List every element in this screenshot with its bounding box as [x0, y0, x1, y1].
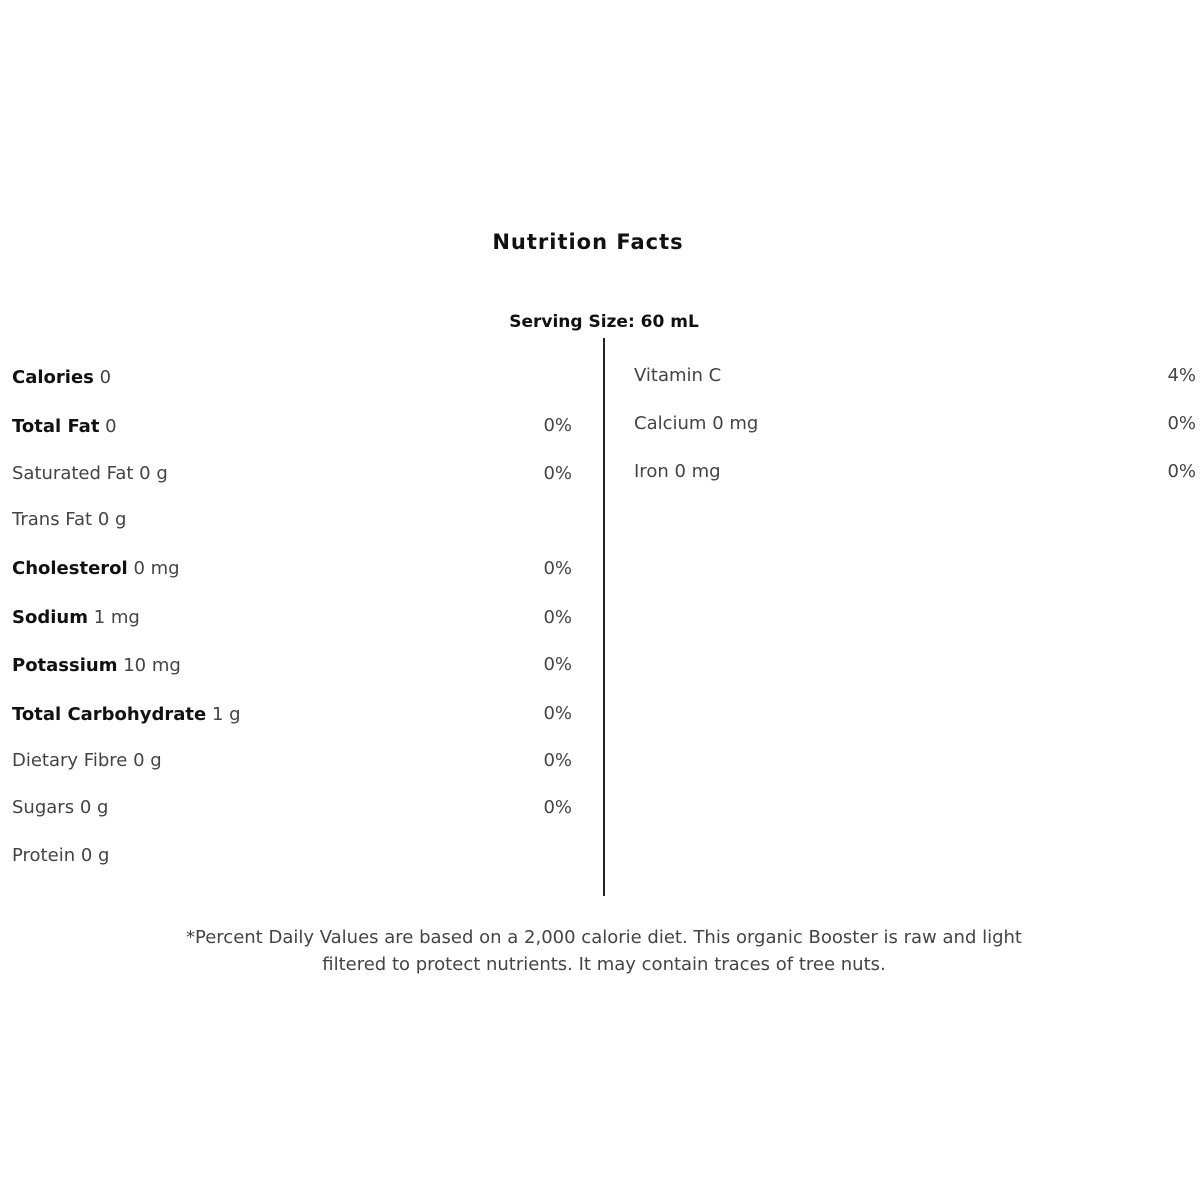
nutrient-amount: 0 — [105, 416, 117, 437]
nutrient-percent: 0% — [543, 797, 572, 818]
nutrient-row-protein — [12, 845, 109, 867]
nutrient-percent: 0% — [1167, 413, 1196, 434]
nutrient-name: Trans Fat — [12, 509, 93, 530]
nutrient-percent: 4% — [1167, 365, 1196, 386]
nutrient-row-total-fat — [12, 416, 117, 438]
nutrient-percent: 0% — [543, 463, 572, 484]
footnote — [100, 924, 1108, 978]
nutrient-row-total-carbohydrate — [12, 704, 241, 726]
nutrient-name: Sugars — [12, 797, 75, 818]
nutrient-name: Total Fat — [12, 416, 100, 437]
nutrient-row-trans-fat — [12, 509, 126, 531]
nutrient-percent: 0% — [1167, 461, 1196, 482]
nutrient-amount: 0 g — [79, 797, 109, 818]
nutrient-row-cholesterol — [12, 558, 180, 580]
nutrient-amount: 0 mg — [133, 558, 180, 579]
nutrient-row-sodium — [12, 607, 140, 629]
nutrient-row-calcium — [634, 413, 758, 435]
serving-size: Serving Size: 60 mL — [509, 312, 699, 332]
nutrient-row-potassium — [12, 655, 181, 677]
nutrient-name: Protein — [12, 845, 76, 866]
nutrient-name: Sodium — [12, 607, 88, 628]
nutrient-row-vitamin-c — [634, 365, 721, 387]
nutrient-amount: 0 — [99, 367, 112, 388]
nutrition-facts-title: Nutrition Facts — [492, 230, 684, 254]
footnote-line-1: *Percent Daily Values are based on a 2,000 calorie diet. This organic Booster is raw and light — [186, 927, 1022, 948]
nutrient-amount: 0 g — [80, 845, 110, 866]
nutrient-name: Iron — [634, 461, 669, 482]
nutrient-percent: 0% — [543, 654, 572, 675]
nutrient-name: Calories — [12, 367, 94, 388]
nutrient-name: Potassium — [12, 655, 118, 676]
nutrient-name: Calcium — [634, 413, 707, 434]
nutrient-row-dietary-fibre — [12, 750, 162, 772]
column-divider — [603, 338, 605, 896]
nutrient-name: Saturated Fat — [12, 463, 134, 484]
nutrient-amount: 0 g — [133, 750, 162, 771]
nutrient-percent: 0% — [543, 703, 572, 724]
nutrient-amount: 1 mg — [93, 607, 140, 628]
nutrient-amount: 0 mg — [674, 461, 721, 482]
nutrient-amount: 0 g — [139, 463, 168, 484]
nutrient-name: Cholesterol — [12, 558, 128, 579]
nutrient-name: Vitamin C — [634, 365, 722, 386]
footnote-line-2: filtered to protect nutrients. It may contain traces of tree nuts. — [322, 954, 886, 975]
nutrient-percent: 0% — [543, 558, 572, 579]
nutrient-amount: 10 mg — [123, 655, 181, 676]
nutrient-amount: 0 g — [97, 509, 127, 530]
nutrient-name: Total Carbohydrate — [12, 704, 207, 725]
nutrient-row-iron — [634, 461, 721, 483]
nutrient-row-saturated-fat — [12, 463, 168, 485]
nutrient-percent: 0% — [543, 750, 572, 771]
nutrient-row-sugars — [12, 797, 108, 819]
nutrient-amount: 0 mg — [712, 413, 759, 434]
nutrient-percent: 0% — [543, 607, 572, 628]
nutrient-row-calories — [12, 367, 111, 389]
nutrient-percent: 0% — [543, 415, 572, 436]
nutrient-amount: 1 g — [211, 704, 241, 725]
nutrient-name: Dietary Fibre — [12, 750, 128, 771]
